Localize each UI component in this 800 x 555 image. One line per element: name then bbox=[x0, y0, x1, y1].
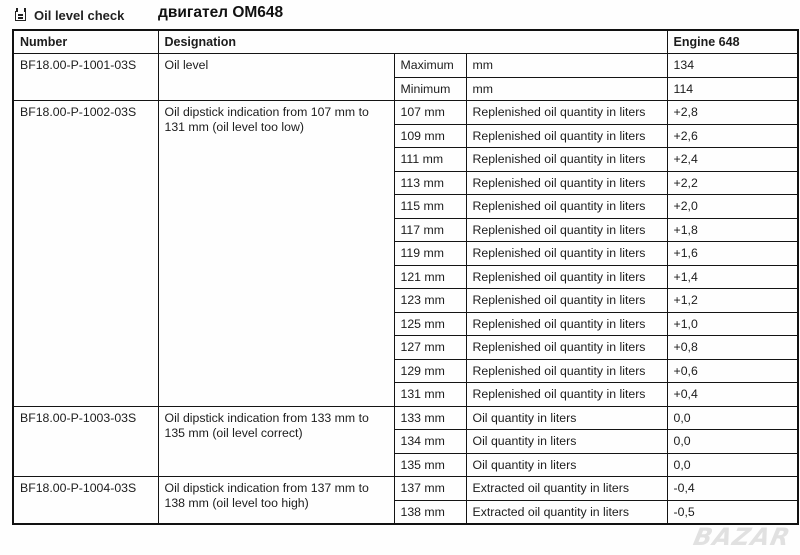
engine-value-cell: +1,4 bbox=[667, 265, 798, 289]
measurement-cell: 117 mm bbox=[394, 218, 466, 242]
description-cell: Replenished oil quantity in liters bbox=[466, 242, 667, 266]
measurement-cell: 134 mm bbox=[394, 430, 466, 454]
measurement-cell: 138 mm bbox=[394, 500, 466, 524]
measurement-cell: 111 mm bbox=[394, 148, 466, 172]
section-heading bbox=[14, 5, 124, 25]
measurement-cell: 125 mm bbox=[394, 312, 466, 336]
measurement-cell: 137 mm bbox=[394, 477, 466, 501]
engine-value-cell: +2,8 bbox=[667, 101, 798, 125]
engine-value-cell: +1,0 bbox=[667, 312, 798, 336]
description-cell: Replenished oil quantity in liters bbox=[466, 265, 667, 289]
description-cell: Replenished oil quantity in liters bbox=[466, 101, 667, 125]
engine-value-cell: -0,5 bbox=[667, 500, 798, 524]
engine-value-cell: -0,4 bbox=[667, 477, 798, 501]
section-title: Oil level check bbox=[34, 7, 125, 23]
description-cell: Replenished oil quantity in liters bbox=[466, 383, 667, 407]
watermark: BAZAR bbox=[690, 523, 793, 551]
description-cell: Replenished oil quantity in liters bbox=[466, 359, 667, 383]
engine-value-cell: +2,2 bbox=[667, 171, 798, 195]
procedure-number: BF18.00-P-1001-03S bbox=[13, 54, 158, 101]
measurement-cell: 123 mm bbox=[394, 289, 466, 313]
description-cell: Replenished oil quantity in liters bbox=[466, 218, 667, 242]
engine-value-cell: +0,8 bbox=[667, 336, 798, 360]
engine-value-cell: +0,6 bbox=[667, 359, 798, 383]
measurement-cell: 115 mm bbox=[394, 195, 466, 219]
description-cell: Replenished oil quantity in liters bbox=[466, 148, 667, 172]
measurement-cell: 129 mm bbox=[394, 359, 466, 383]
engine-title: двигател OM648 bbox=[158, 4, 284, 21]
procedure-number: BF18.00-P-1003-03S bbox=[13, 406, 158, 477]
table-body bbox=[13, 54, 798, 524]
measurement-cell: Minimum bbox=[394, 77, 466, 101]
measurement-cell: 127 mm bbox=[394, 336, 466, 360]
description-cell: Replenished oil quantity in liters bbox=[466, 336, 667, 360]
engine-value-cell: 0,0 bbox=[667, 406, 798, 430]
description-cell: Replenished oil quantity in liters bbox=[466, 124, 667, 148]
table-row bbox=[13, 477, 798, 501]
column-header-designation: Designation bbox=[158, 30, 667, 54]
engine-value-cell: 114 bbox=[667, 77, 798, 101]
engine-value-cell: +2,6 bbox=[667, 124, 798, 148]
procedure-designation: Oil dipstick indication from 137 mm to 138 mm (oil level too high) bbox=[158, 477, 394, 524]
procedure-designation: Oil dipstick indication from 133 mm to 135 mm (oil level correct) bbox=[158, 406, 394, 477]
measurement-cell: 109 mm bbox=[394, 124, 466, 148]
oil-level-table bbox=[12, 29, 799, 525]
description-cell: Extracted oil quantity in liters bbox=[466, 500, 667, 524]
engine-value-cell: +0,4 bbox=[667, 383, 798, 407]
procedure-number: BF18.00-P-1004-03S bbox=[13, 477, 158, 524]
procedure-designation: Oil dipstick indication from 107 mm to 131 mm (oil level too low) bbox=[158, 101, 394, 407]
measurement-cell: 119 mm bbox=[394, 242, 466, 266]
description-cell: mm bbox=[466, 77, 667, 101]
table-row bbox=[13, 54, 798, 78]
column-header-number: Number bbox=[13, 30, 158, 54]
engine-value-cell: +1,2 bbox=[667, 289, 798, 313]
column-header-engine: Engine 648 bbox=[667, 30, 798, 54]
measurement-cell: 121 mm bbox=[394, 265, 466, 289]
engine-value-cell: 134 bbox=[667, 54, 798, 78]
measurement-cell: 107 mm bbox=[394, 101, 466, 125]
measurement-cell: 135 mm bbox=[394, 453, 466, 477]
description-cell: Replenished oil quantity in liters bbox=[466, 195, 667, 219]
table-row bbox=[13, 101, 798, 125]
description-cell: Extracted oil quantity in liters bbox=[466, 477, 667, 501]
measurement-cell: 113 mm bbox=[394, 171, 466, 195]
description-cell: mm bbox=[466, 54, 667, 78]
description-cell: Replenished oil quantity in liters bbox=[466, 171, 667, 195]
measurement-cell: 133 mm bbox=[394, 406, 466, 430]
engine-value-cell: +1,8 bbox=[667, 218, 798, 242]
engine-value-cell: +1,6 bbox=[667, 242, 798, 266]
description-cell: Oil quantity in liters bbox=[466, 406, 667, 430]
engine-value-cell: 0,0 bbox=[667, 453, 798, 477]
measurement-cell: Maximum bbox=[394, 54, 466, 78]
description-cell: Oil quantity in liters bbox=[466, 453, 667, 477]
engine-value-cell: +2,4 bbox=[667, 148, 798, 172]
oil-check-document-icon bbox=[14, 8, 28, 22]
table-header-row bbox=[13, 30, 798, 54]
description-cell: Replenished oil quantity in liters bbox=[466, 312, 667, 336]
description-cell: Oil quantity in liters bbox=[466, 430, 667, 454]
procedure-designation: Oil level bbox=[158, 54, 394, 101]
description-cell: Replenished oil quantity in liters bbox=[466, 289, 667, 313]
engine-value-cell: +2,0 bbox=[667, 195, 798, 219]
engine-value-cell: 0,0 bbox=[667, 430, 798, 454]
table-row bbox=[13, 406, 798, 430]
measurement-cell: 131 mm bbox=[394, 383, 466, 407]
procedure-number: BF18.00-P-1002-03S bbox=[13, 101, 158, 407]
